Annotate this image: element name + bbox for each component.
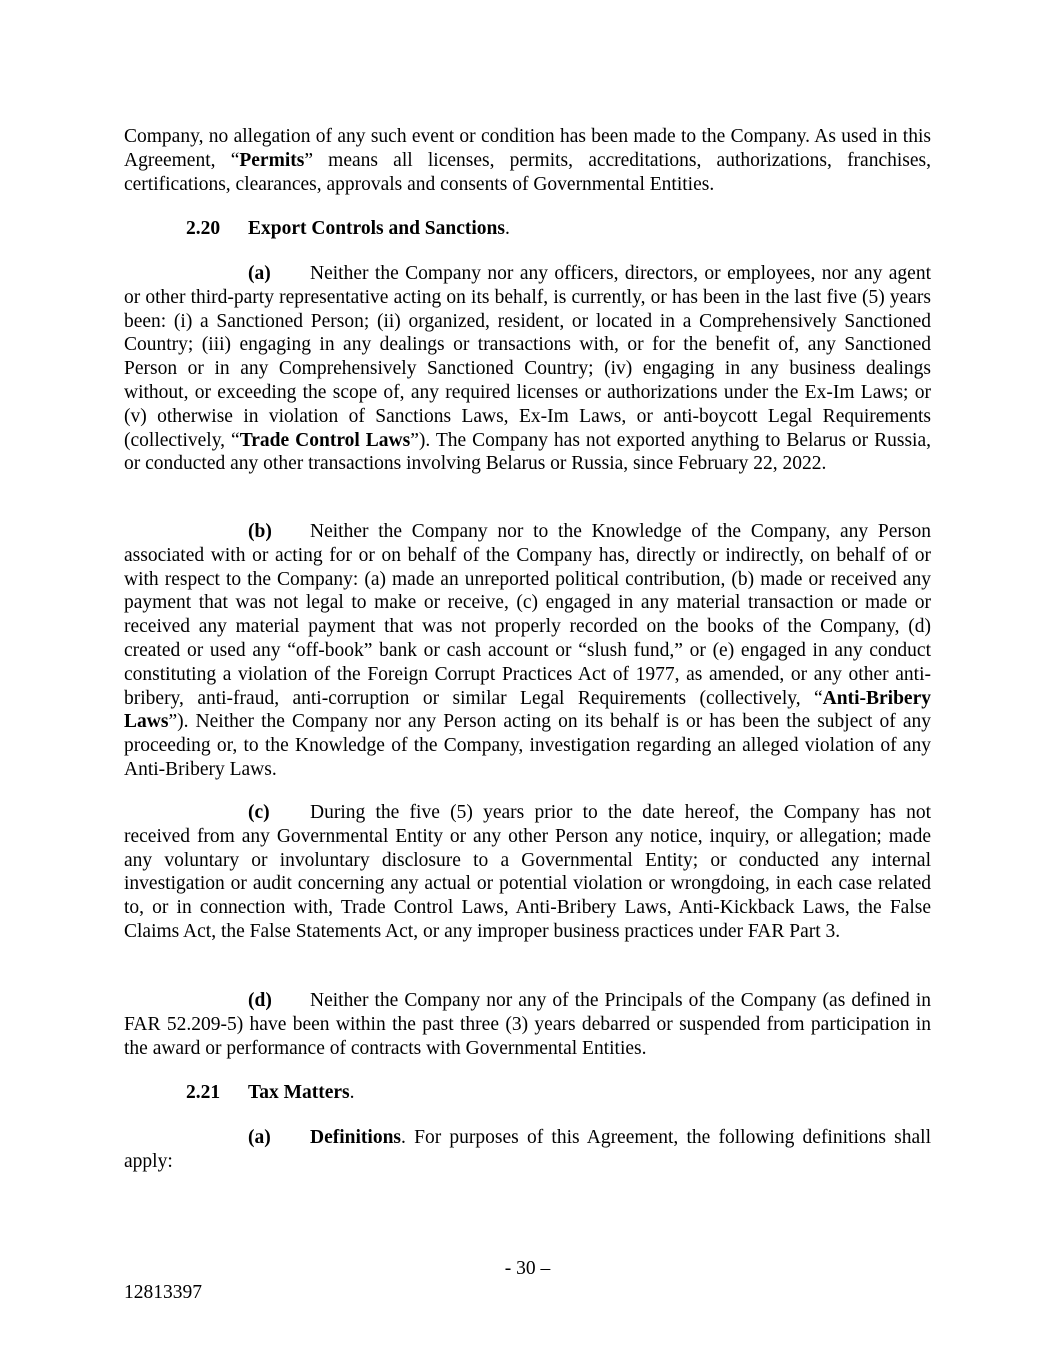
defined-term-trade-control-laws: Trade Control Laws bbox=[239, 429, 411, 451]
intro-paragraph bbox=[124, 125, 931, 196]
section-number: 2.21 bbox=[186, 1082, 221, 1103]
section-2-21-heading bbox=[124, 1081, 931, 1105]
clause-label: (c) bbox=[248, 802, 270, 823]
clause-text: Neither the Company nor any of the Principals of the Company (as defined in FAR 52.209-5) have been within the past three (3) years debarred or suspended from participation in the award or performance of contracts with Governmental Entities. bbox=[124, 990, 931, 1059]
section-title: Export Controls and Sanctions bbox=[248, 218, 505, 239]
section-title: Tax Matters bbox=[248, 1082, 350, 1103]
paragraph-2-20-b bbox=[124, 520, 931, 782]
section-2-20-heading bbox=[124, 217, 931, 241]
clause-label: (a) bbox=[248, 1127, 271, 1148]
clause-text: . For purposes of this Agreement, the following definitions shall apply: bbox=[124, 1127, 931, 1172]
document-id: 12813397 bbox=[124, 1282, 202, 1303]
intro-text: Company, no allegation of any such event or condition has been made to the Company. As used in this Agreement, “ bbox=[124, 126, 931, 171]
paragraph-2-20-d bbox=[124, 989, 931, 1060]
clause-label: (b) bbox=[248, 521, 272, 542]
clause-text: Neither the Company nor to the Knowledge of the Company, any Person associated with or acting for or on behalf of the Company has, directly or indirectly, on behalf of or with respect to the Company: (a) made an unreported political contribution, (b) made or received any payment that was not legal to make or receive, (c) engaged in any material transaction or made or received any material payment that was not properly recorded on the books of the Company, (d) created or used any “off-book” bank or cash account or “slush fund,” or (e) engaged in any conduct constituting a violation of the Foreign Corrupt Practices Act of 1977, as amended, or any other anti-bribery, anti-fraud, anti-corruption or similar Legal Requirements (collectively, “ bbox=[124, 521, 931, 709]
clause-text: During the five (5) years prior to the date hereof, the Company has not received from any Governmental Entity or any other Person any notice, inquiry, or allegation; made any voluntary or involuntary disclosure to a Governmental Entity; or conducted any internal investigation or audit concerning any actual or potential violation or wrongdoing, in each case related to, or in connection with, Trade Control Laws, Anti-Bribery Laws, Anti-Kickback Laws, the False Claims Act, the False Statements Act, or any improper business practices under FAR Part 3. bbox=[124, 802, 931, 942]
defined-term-permits: Permits bbox=[239, 149, 305, 171]
paragraph-2-20-c bbox=[124, 801, 931, 944]
clause-label: (a) bbox=[248, 263, 271, 284]
section-title-period: . bbox=[349, 1082, 355, 1103]
paragraph-2-21-a bbox=[124, 1126, 931, 1174]
clause-text-cont: ”). Neither the Company nor any Person acting on its behalf is or has been the subject of any proceeding or, to the Knowledge of the Company, investigation regarding an alleged violation of any Anti-Bribery Laws. bbox=[124, 711, 931, 780]
section-title-period: . bbox=[505, 218, 510, 239]
clause-text: Neither the Company nor any officers, directors, or employees, nor any agent or other third-party representative acting on its behalf, is currently, or has been in the last five (5) years been: (i) a Sanctioned Person; (ii) organized, resident, or located in a Comprehensively Sanctioned Country; (iii) engaging in any dealings or transactions with, or for the benefit of, any Sanctioned Person or in any Comprehensively Sanctioned Country; (iv) engaging in any business dealings without, or exceeding the scope of, any required licenses or authorizations under the Ex-Im Laws; or (v) otherwise in violation of Sanctions Laws, Ex-Im Laws, or anti-boycott Legal Requirements (collectively, “ bbox=[124, 263, 931, 451]
paragraph-2-20-a bbox=[124, 262, 931, 476]
clause-text-cont: ”). The Company has not exported anything to Belarus or Russia, or conducted any other transactions involving Belarus or Russia, since February 22, 2022. bbox=[124, 429, 931, 475]
defined-term-anti-bribery-laws: Anti-Bribery Laws bbox=[124, 687, 931, 733]
section-number: 2.20 bbox=[186, 218, 221, 239]
clause-label: (d) bbox=[248, 990, 272, 1011]
intro-text-cont: ” means all licenses, permits, accreditations, authorizations, franchises, certifications, clearances, approvals and consents of Governmental Entities. bbox=[124, 149, 931, 195]
defined-term-definitions: Definitions bbox=[310, 1127, 402, 1148]
page-number: - 30 – bbox=[504, 1258, 551, 1279]
